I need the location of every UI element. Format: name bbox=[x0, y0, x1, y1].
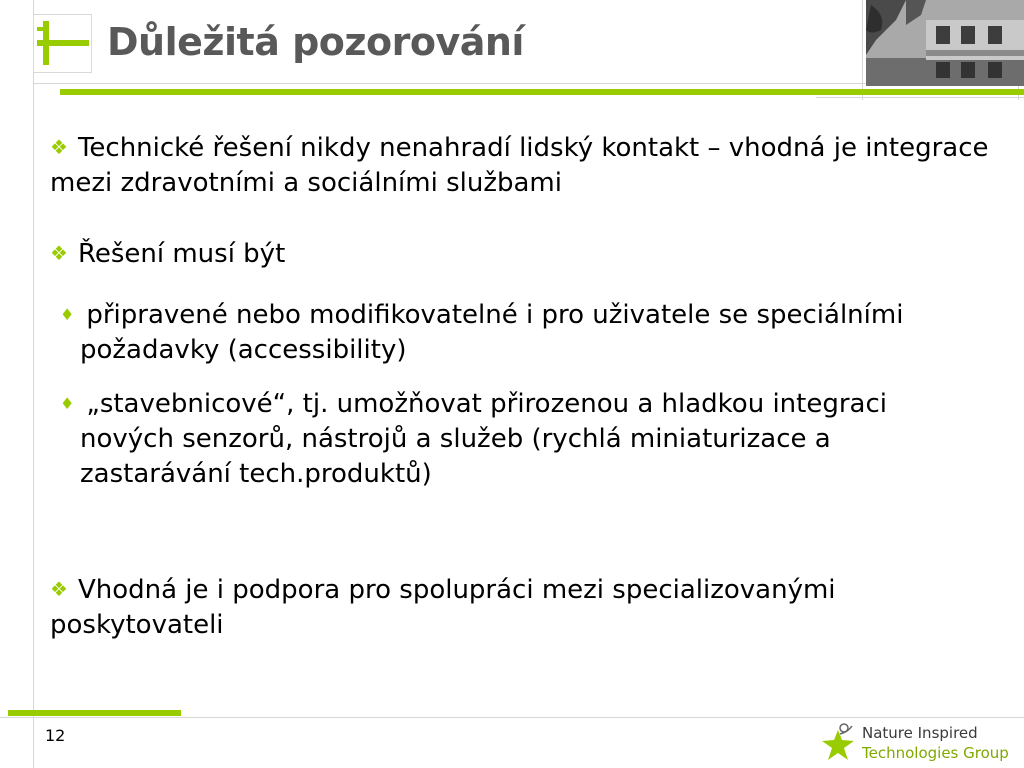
frame-line-header-2 bbox=[816, 97, 1024, 98]
star-figure-icon bbox=[818, 722, 858, 764]
page-title: Důležitá pozorování bbox=[107, 20, 524, 64]
frame-line-footer bbox=[0, 717, 1024, 718]
four-diamond-bullet-icon: ❖ bbox=[50, 577, 68, 601]
sub-bullet-text: „stavebnicové“, tj. umožňovat přirozenou a hladkou integraci nových senzorů, nástrojů a služeb (rychlá miniaturizace a zastarávání tech.produktů) bbox=[80, 389, 887, 489]
logo-text-line2: Technologies Group bbox=[862, 744, 1009, 762]
four-diamond-bullet-icon: ❖ bbox=[50, 241, 68, 265]
logo-text-line1: Nature Inspired bbox=[862, 724, 978, 742]
bullet-item bbox=[50, 236, 1010, 272]
bullet-text: Vhodná je i podpora pro spolupráci mezi specializovanými poskytovateli bbox=[50, 575, 836, 640]
four-diamond-bullet-icon: ❖ bbox=[50, 135, 68, 159]
diamond-bullet-icon: ♦ bbox=[60, 394, 75, 413]
page-number: 12 bbox=[45, 726, 66, 745]
bullet-text: Řešení musí být bbox=[77, 239, 286, 269]
sub-bullet-item bbox=[60, 386, 980, 492]
diamond-bullet-icon: ♦ bbox=[60, 305, 75, 324]
bullet-item bbox=[50, 572, 1010, 643]
footer-accent-bar bbox=[8, 710, 181, 716]
bullet-item bbox=[50, 130, 1010, 201]
nitg-logo bbox=[818, 722, 1008, 764]
building-photo bbox=[866, 0, 1024, 86]
frame-line-left bbox=[33, 0, 34, 768]
bullet-text: Technické řešení nikdy nenahradí lidský kontakt – vhodná je integrace mezi zdravotními a sociálními službami bbox=[50, 133, 989, 198]
header-accent-bar bbox=[60, 89, 1024, 95]
corner-logo-icon bbox=[33, 14, 92, 73]
frame-line-top-right bbox=[862, 0, 863, 100]
sub-bullet-item bbox=[60, 297, 980, 368]
sub-bullet-text: připravené nebo modifikovatelné i pro uživatele se speciálními požadavky (accessibility) bbox=[80, 300, 904, 365]
